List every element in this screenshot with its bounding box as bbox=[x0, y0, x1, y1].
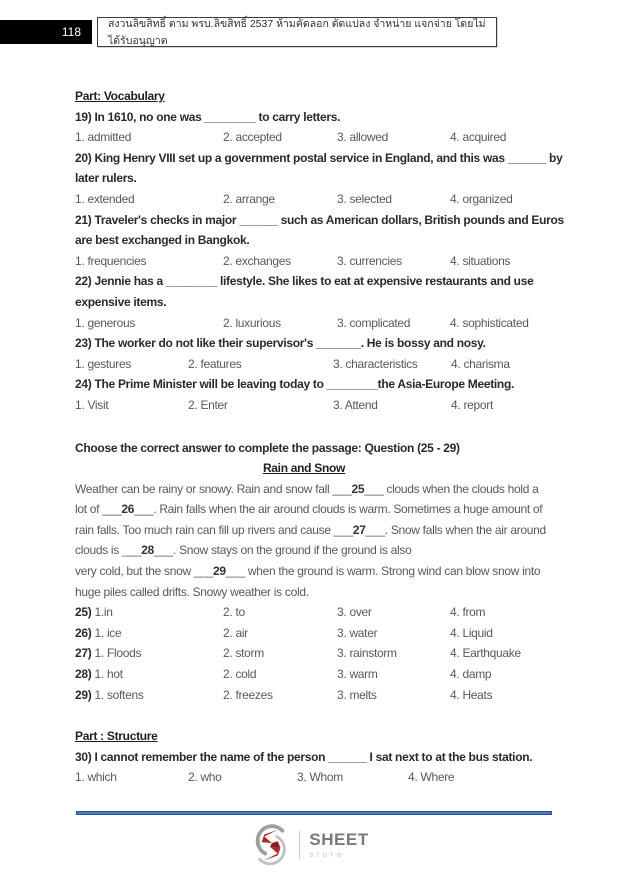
option-cell: 3. water bbox=[337, 625, 378, 640]
section-gap bbox=[75, 705, 533, 726]
option-cell bbox=[75, 685, 223, 706]
options-row bbox=[75, 643, 533, 664]
option-cell: 3. characteristics bbox=[333, 356, 418, 371]
option-cell: 2. air bbox=[223, 625, 248, 640]
passage-line: rain falls. Too much rain can fill up rivers and cause ___27___. Snow falls when the air around bbox=[75, 522, 546, 537]
passage-line: clouds is ___28___. Snow stays on the ground if the ground is also bbox=[75, 543, 412, 558]
passage-line: Weather can be rainy or snowy. Rain and snow fall ___25___ clouds when the clouds hold a bbox=[75, 481, 539, 496]
option-cell: 2. exchanges bbox=[223, 253, 291, 268]
option-cell: 2. Enter bbox=[188, 397, 228, 412]
option-cell: 2. to bbox=[223, 605, 245, 620]
passage-instruction: Choose the correct answer to complete the passage: Question (25 - 29) bbox=[75, 440, 460, 455]
options-row bbox=[75, 685, 533, 706]
option-cell: 4. sophisticated bbox=[450, 315, 529, 330]
question-number: 29) bbox=[75, 687, 92, 702]
option-cell bbox=[75, 602, 223, 623]
options-row bbox=[75, 664, 533, 685]
option-cell: 3. Whom bbox=[297, 770, 343, 785]
brand-subtitle: store bbox=[309, 850, 345, 859]
question-line: 24) The Prime Minister will be leaving today to ________the Asia-Europe Meeting. bbox=[75, 377, 515, 392]
option-cell: 2. features bbox=[188, 356, 242, 371]
option-cell: 1. frequencies bbox=[75, 253, 147, 268]
logo-divider bbox=[299, 831, 300, 859]
brand-name: SHEET bbox=[309, 830, 369, 849]
option-cell: 4. Where bbox=[408, 770, 455, 785]
question-number: 26) bbox=[75, 625, 92, 640]
option-cell: 3. complicated bbox=[337, 315, 411, 330]
passage-line: lot of ___26___. Rain falls when the air around clouds is warm. Sometimes a huge amount of bbox=[75, 502, 543, 517]
question-line: 19) In 1610, no one was ________ to carry letters. bbox=[75, 109, 341, 124]
options-row bbox=[75, 251, 533, 272]
passage-blank-number: 27 bbox=[352, 522, 366, 537]
question-line: expensive items. bbox=[75, 294, 167, 309]
question-number: 25) bbox=[75, 605, 92, 620]
options-row bbox=[75, 127, 533, 148]
option-cell: 2. who bbox=[188, 770, 222, 785]
option-cell: 3. Attend bbox=[333, 397, 378, 412]
option-cell bbox=[75, 623, 223, 644]
passage-blank-number: 28 bbox=[141, 543, 154, 558]
option-cell: 1. extended bbox=[75, 191, 135, 206]
option-cell: 3. over bbox=[337, 605, 372, 620]
options-row bbox=[75, 189, 533, 210]
option-cell: 4. charisma bbox=[451, 356, 510, 371]
question-number: 27) bbox=[75, 646, 92, 661]
option-cell: 2. accepted bbox=[223, 130, 282, 145]
option-cell: 4. situations bbox=[450, 253, 511, 268]
option-text: 1. Floods bbox=[94, 646, 142, 661]
option-cell: 4. from bbox=[450, 605, 486, 620]
sheet-store-logo-icon bbox=[252, 824, 290, 866]
option-cell: 4. Liquid bbox=[450, 625, 493, 640]
option-cell: 3. melts bbox=[337, 687, 377, 702]
passage-line: huge piles called drifts. Snowy weather is cold. bbox=[75, 584, 309, 599]
option-cell: 3. warm bbox=[337, 667, 378, 682]
options-row bbox=[75, 767, 533, 788]
copyright-notice-box bbox=[97, 17, 497, 47]
option-cell: 1. generous bbox=[75, 315, 136, 330]
question-line: 22) Jennie has a ________ lifestyle. She likes to eat at expensive restaurants and use bbox=[75, 274, 534, 289]
passage-blank-number: 29 bbox=[213, 564, 226, 579]
question-line: 23) The worker do not like their supervisor's _______. He is bossy and nosy. bbox=[75, 336, 486, 351]
option-text: 1. softens bbox=[94, 687, 144, 702]
option-cell: 3. currencies bbox=[337, 253, 402, 268]
option-text: 1. hot bbox=[94, 667, 123, 682]
question-line: later rulers. bbox=[75, 171, 137, 186]
question-line: 21) Traveler's checks in major ______ such as American dollars, British pounds and Euros bbox=[75, 212, 564, 227]
option-cell bbox=[75, 643, 223, 664]
option-cell: 2. storm bbox=[223, 646, 264, 661]
option-cell: 3. selected bbox=[337, 191, 392, 206]
option-cell: 1. Visit bbox=[75, 397, 109, 412]
options-row bbox=[75, 395, 533, 416]
question-number: 28) bbox=[75, 667, 92, 682]
brand-footer bbox=[0, 824, 621, 866]
exam-content bbox=[75, 86, 564, 788]
options-row bbox=[75, 354, 533, 375]
option-cell: 3. rainstorm bbox=[337, 646, 397, 661]
section-gap bbox=[75, 416, 533, 438]
copyright-notice-text: สงวนลิขสิทธิ์ ตาม พรบ.ลิขสิทธิ์ 2537 ห้ามคัดลอก ดัดแปลง จำหน่าย แจกจ่าย โดยไม่ได้รับอนุญาต bbox=[108, 18, 486, 47]
option-cell: 4. Heats bbox=[450, 687, 493, 702]
option-cell: 4. acquired bbox=[450, 130, 507, 145]
option-cell: 1. gestures bbox=[75, 356, 132, 371]
options-row bbox=[75, 602, 533, 623]
option-cell: 4. damp bbox=[450, 667, 492, 682]
option-cell: 2. freezes bbox=[223, 687, 273, 702]
section-title-vocabulary: Part: Vocabulary bbox=[75, 89, 165, 103]
option-cell: 2. luxurious bbox=[223, 315, 281, 330]
option-cell: 4. Earthquake bbox=[450, 646, 521, 661]
option-text: 1.in bbox=[94, 605, 113, 620]
option-cell: 2. cold bbox=[223, 667, 257, 682]
page-number-badge: 118 bbox=[0, 20, 92, 44]
passage-blank-number: 25 bbox=[351, 481, 365, 496]
option-cell: 4. organized bbox=[450, 191, 513, 206]
passage-line: very cold, but the snow ___29___ when the ground is warm. Strong wind can blow snow into bbox=[75, 564, 541, 579]
section-title-structure: Part : Structure bbox=[75, 729, 158, 744]
passage-blank-number: 26 bbox=[121, 502, 135, 517]
passage-title: Rain and Snow bbox=[262, 461, 346, 476]
option-cell: 1. which bbox=[75, 770, 117, 785]
footer-divider-line bbox=[76, 811, 552, 815]
options-row bbox=[75, 623, 533, 644]
question-line: 20) King Henry VIII set up a government postal service in England, and this was ______ by bbox=[75, 150, 563, 165]
question-line: 30) I cannot remember the name of the person ______ I sat next to at the bus station. bbox=[75, 749, 533, 764]
option-cell: 3. allowed bbox=[337, 130, 389, 145]
option-cell bbox=[75, 664, 223, 685]
option-cell: 2. arrange bbox=[223, 191, 275, 206]
option-cell: 1. admitted bbox=[75, 130, 132, 145]
option-text: 1. ice bbox=[94, 625, 122, 640]
option-cell: 4. report bbox=[451, 397, 493, 412]
question-line: are best exchanged in Bangkok. bbox=[75, 233, 250, 248]
options-row bbox=[75, 313, 533, 334]
